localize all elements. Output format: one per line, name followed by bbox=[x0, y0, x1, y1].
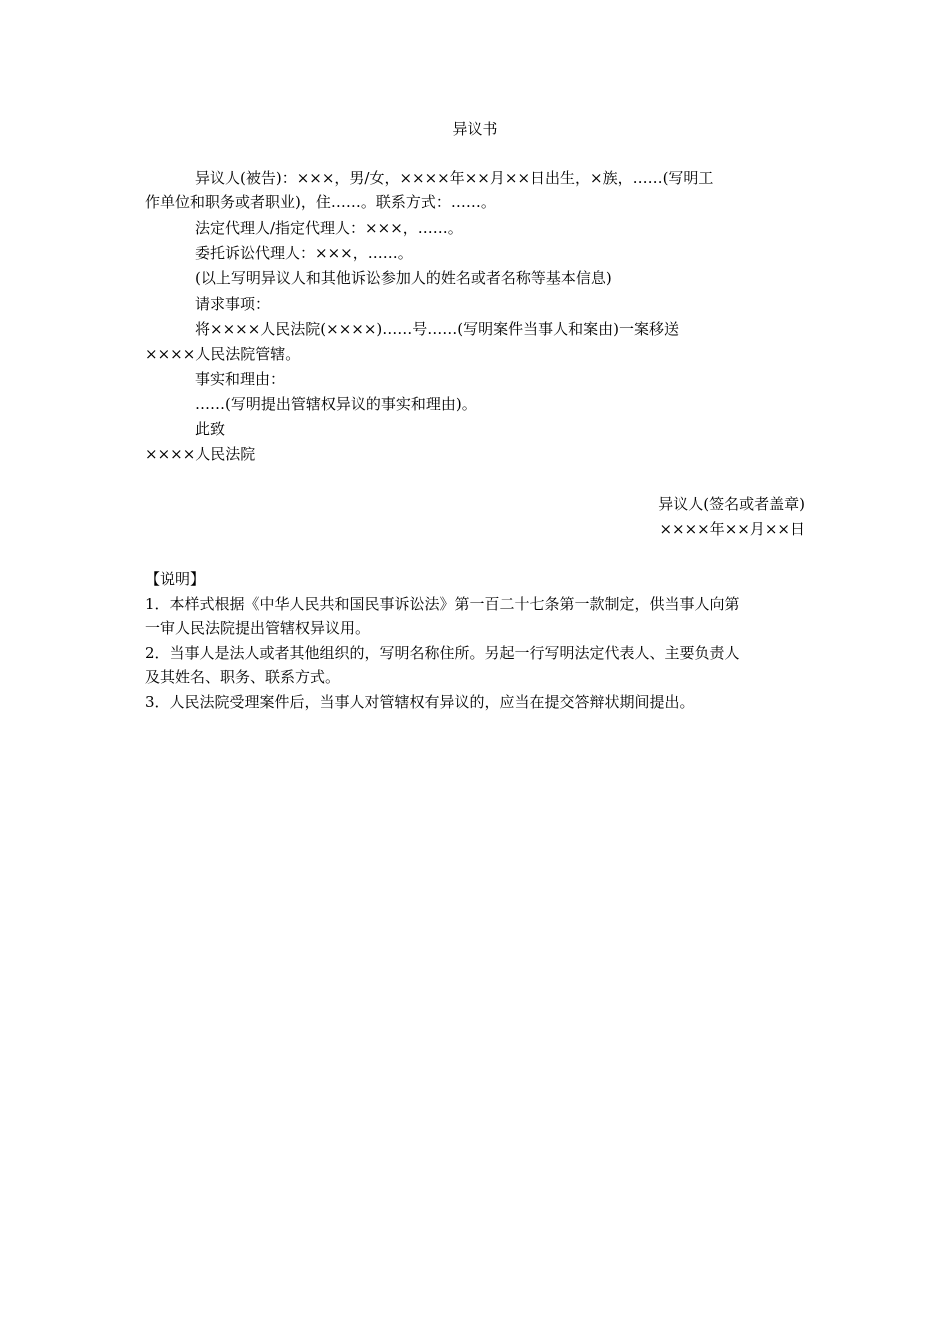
entrusted-agent-line: 委托诉讼代理人：×××，……。 bbox=[195, 244, 413, 262]
notes-heading: 【说明】 bbox=[145, 570, 206, 588]
note-item-1-line-1: 1．本样式根据《中华人民共和国民事诉讼法》第一百二十七条第一款制定，供当事人向第 bbox=[145, 595, 740, 613]
note-item-1-line-2: 一审人民法院提出管辖权异议用。 bbox=[145, 619, 371, 637]
claims-heading: 请求事项： bbox=[195, 295, 271, 313]
signature-line: 异议人(签名或者盖章) bbox=[658, 495, 805, 513]
party-info-line-2: 作单位和职务或者职业)，住……。联系方式：……。 bbox=[145, 193, 496, 211]
document-title: 异议书 bbox=[452, 120, 498, 138]
facts-text: ……(写明提出管辖权异议的事实和理由)。 bbox=[195, 395, 477, 413]
addressee-court: ××××人民法院 bbox=[145, 445, 256, 463]
legal-agent-line: 法定代理人/指定代理人：×××，……。 bbox=[195, 219, 463, 237]
signature-date: ××××年××月××日 bbox=[659, 520, 805, 538]
closing-salutation: 此致 bbox=[195, 420, 226, 438]
note-item-3: 3．人民法院受理案件后，当事人对管辖权有异议的，应当在提交答辩状期间提出。 bbox=[145, 693, 695, 711]
note-item-2-line-1: 2．当事人是法人或者其他组织的，写明名称住所。另起一行写明法定代表人、主要负责人 bbox=[145, 644, 740, 662]
party-info-line-1: 异议人(被告)：×××，男/女，××××年××月××日出生，×族，……(写明工 bbox=[195, 169, 714, 187]
claims-text-line-1: 将××××人民法院(××××)……号……(写明案件当事人和案由)一案移送 bbox=[195, 320, 679, 338]
party-info-note: (以上写明异议人和其他诉讼参加人的姓名或者名称等基本信息) bbox=[195, 269, 612, 287]
facts-heading: 事实和理由： bbox=[195, 370, 286, 388]
claims-text-line-2: ××××人民法院管辖。 bbox=[145, 345, 301, 363]
note-item-2-line-2: 及其姓名、职务、联系方式。 bbox=[145, 668, 341, 686]
